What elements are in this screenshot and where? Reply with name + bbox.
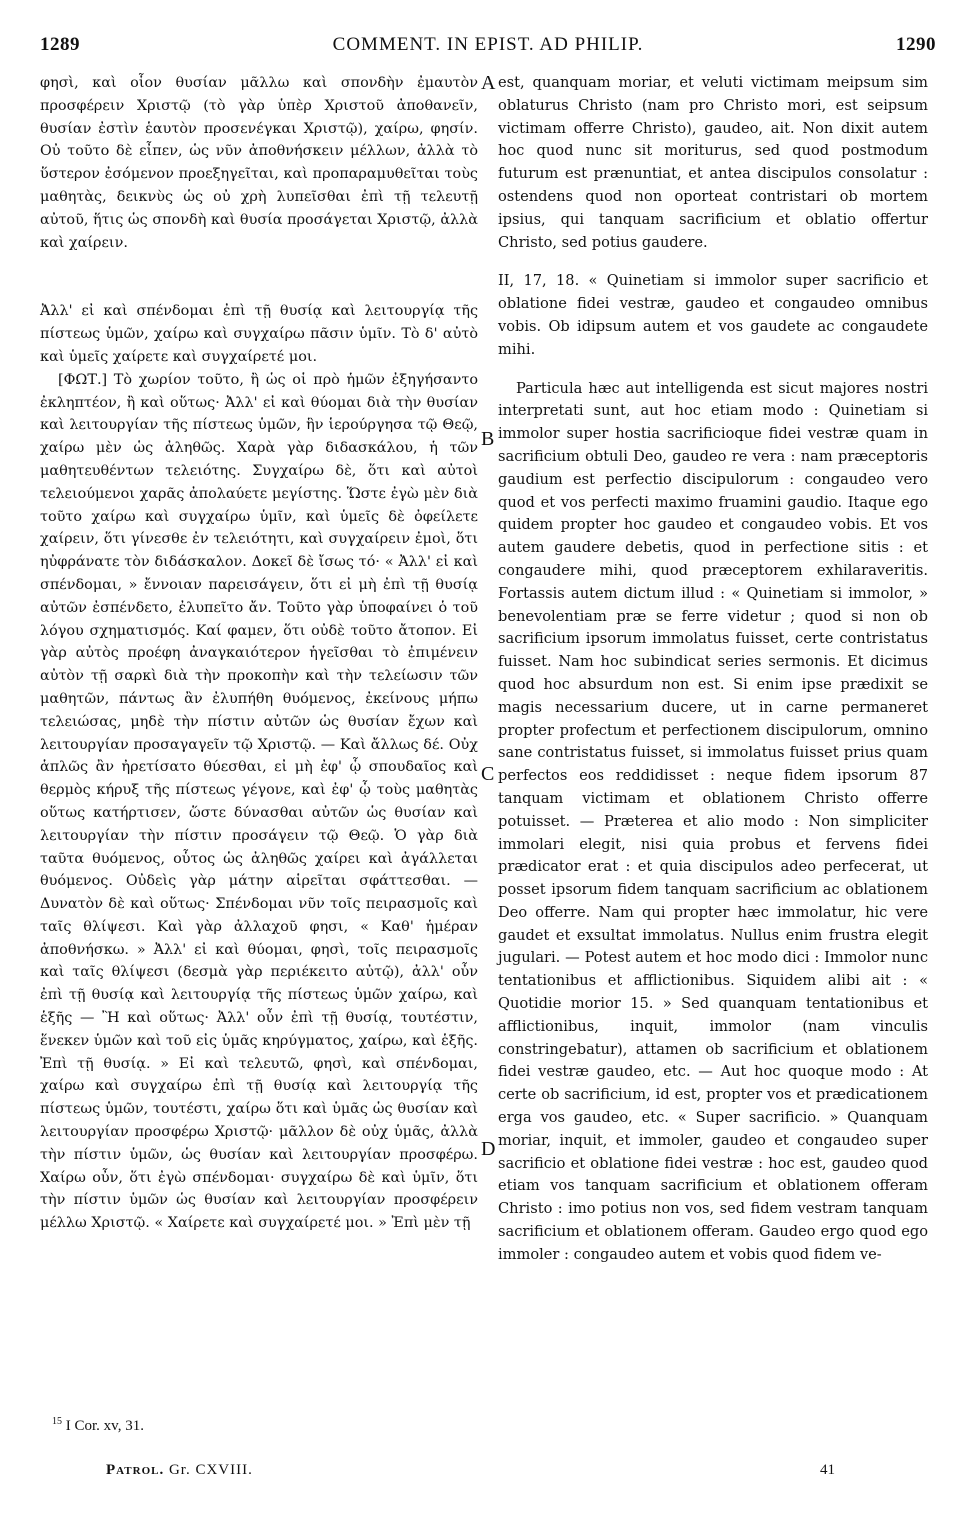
latin-lemma: II, 17, 18. « Quinetiam si immolor super sacrificio et oblatione fidei vestræ, gaudeo et congaudeo omnibus vobis. Ob idipsum autem et vos gaudete ac congaudete mihi.: [498, 272, 928, 358]
latin-commentary: Particula hæc aut intelligenda est sicut majores nostri interpretati sunt, aut hoc etiam modo : Quinetiam si immolor super hostia sacrificioque fidei vestræ quam in sacrificium obtuli Deo, gaudeo re vera : nam præceptoris gaudium est perfectio discipulorum : congaudeo vero quod et vos perfecti maximo fruamini gaudio. Itaque ego quidem propter hoc gaudeo et congaudeo vobis. Et vos autem gaudere debetis, quod in perfectione sitis : et congaudere mihi, quod præceptorem exhilaraveritis. Fortassis autem dictum illud : « Quinetiam si immolor, » benevolentiam præ se ferre videtur ; quod si non ob sacrificium ipsorum immolatus fuisset, certe contristatus fuisset. Nam hoc subindicat series sermonis. Et dicimus quod hoc absurdum non est. Si enim ipse prædixit se magis necessarium ducere, ut in carne permaneret propter profectum et perfectionem discipulorum, omnino sane contristatus fuisset, si immolatus fuisset prius quam perfectos eos reddidisset : neque fidem ipsorum 87 tanquam victimam et oblationem Christo offerre potuisset. — Præterea et alio modo : Non simpliciter immolari elegit, nisi quia probus et fervens fidei prædicator erat : et quia discipulos adeo perfecerat, ut posset ipsorum fidem tanquam sacrificium ac oblationem Deo offerre. Nam qui propter hæc immolatur, hic vere gaudet et exsultat immolatus. Nullus enim frustra elegit jugulari. — Potest autem et hoc modo dici : Immolor nunc tentationibus et afflictionibus. Siquidem alibi ait : « Quotidie morior 15. » Sed quanquam tentationibus et afflictionibus, inquit, immolor (nam vinculis constringebatur), attamen ob sacrificium et oblationem fidei vestræ gaudeo, etc. — Aut hoc quoque modo : At certe ob sacrificium, id est, propter vos et prædicationem erga vos gaudeo, etc. « Super sacrificio. » Quanquam moriar, inquit, et immoler, gaudeo et congaudeo super sacrificio et oblatione fidei vestræ : hoc est, gaudeo quod etiam vos tanquam sacrificium et oblationem offeram Christo : imo potius non vos, sed fidem vestram tanquam sacrificium et oblationem offeram. Gaudeo ergo quod ego immoler : congaudeo autem et vobis quod fidem ve-: [498, 379, 928, 1263]
imprint: [106, 1462, 253, 1479]
greek-column: [40, 72, 478, 1235]
imprint-volume: Gr. CXVIII.: [168, 1462, 253, 1478]
imprint-series: Patrol.: [106, 1462, 165, 1478]
running-header: [40, 34, 936, 60]
page-number-right: 1290: [896, 34, 936, 55]
section-marker-c: C: [481, 763, 495, 785]
running-title: COMMENT. IN EPIST. AD PHILIP.: [332, 34, 644, 55]
section-marker-d: D: [481, 1138, 496, 1160]
greek-lemma: Ἀλλ' εἰ καὶ σπένδομαι ἐπὶ τῇ θυσίᾳ καὶ λειτουργίᾳ τῆς πίστεως ὑμῶν, χαίρω καὶ συγχαίρω πᾶσιν ὑμῖν. Τὸ δ' αὐτὸ καὶ ὑμεῖς χαίρετε καὶ συγχαίρετέ μοι.: [40, 303, 478, 365]
latin-paragraph-1: est, quanquam moriar, et veluti victimam meipsum sim oblaturus Christo (nam pro Christo mori, est seipsum victimam offerre Christo), gaudeo, ait. Non dixit autem hoc quod nunc sit moriturus, sed quod postmodum futurum est prænuntiat, et antea discipulos consolatur : ostendens quod non oporteat contristari ob mortem ipsius, qui tanquam sacrificium et oblatio offertur Christo, sed potius gaudere.: [498, 74, 928, 251]
page-number-left: 1289: [40, 34, 80, 55]
section-marker-b: B: [481, 428, 495, 450]
section-marker-a: A: [481, 72, 496, 94]
footnote-number: 15: [52, 1416, 62, 1427]
footnote: [52, 1416, 144, 1435]
footnote-text: I Cor. xv, 31.: [65, 1418, 144, 1434]
signature-mark: 41: [820, 1462, 835, 1478]
greek-commentary: [ΦΩΤ.] Τὸ χωρίον τοῦτο, ἢ ὡς οἱ πρὸ ἡμῶν ἐξηγήσαντο ἐκληπτέον, ἢ καὶ οὕτως· Ἀλλ' εἰ καὶ θύομαι διὰ τὴν θυσίαν καὶ λειτουργίαν τῆς πίστεως ὑμῶν, ἣν ἱερούργησα τῷ Θεῷ, χαίρω μὲν ὡς ἀληθῶς. Χαρὰ γὰρ διδασκάλου, ἡ τῶν μαθητευθέντων τελειότης. Συγχαίρω δὲ, ὅτι καὶ αὐτοὶ τελειούμενοι χαρᾶς ἀπολαύετε μεγίστης. Ὥστε ἐγὼ μὲν διὰ τοῦτο χαίρω καὶ συγχαίρω ὑμῖν, καὶ ὑμεῖς δὲ ὀφείλετε χαίρειν, ὅτι γίνεσθε ἐν τελειότητι, καὶ συγχαίρειν ἐμοὶ, ὅτι ηὐφράνατε τὸν διδάσκαλον. Δοκεῖ δὲ ἴσως τό· « Ἀλλ' εἰ καὶ σπένδομαι, » ἔννοιαν παρεισάγειν, ὅτι εἰ μὴ ἐπὶ τῇ θυσίᾳ αὐτῶν ἐσπένδετο, ἐλυπεῖτο ἄν. Τοῦτο γὰρ ὑποφαίνει ὁ τοῦ λόγου σχηματισμός. Καί φαμεν, ὅτι οὐδὲ τοῦτο ἄτοπον. Εἰ γὰρ αὐτὸς προέφη ἀναγκαιότερον ἡγεῖσθαι τὸ ἐπιμένειν αὐτὸν τῇ σαρκὶ διὰ τὴν προκοπὴν καὶ τὴν τελείωσιν τῶν μαθητῶν, πάντως ἂν ἐλυπήθη θυόμενος, ἐκείνους μήπω τελειώσας, μηδὲ τὴν πίστιν αὐτῶν ὡς θυσίαν ἔχων καὶ λειτουργίαν προσαγαγεῖν τῷ Χριστῷ. — Καὶ ἄλλως δέ. Οὐχ ἁπλῶς ἂν ἠρετίσατο θύεσθαι, εἰ μὴ ἐφ' ᾧ σπουδαῖος καὶ θερμὸς κήρυξ τῆς πίστεως γέγονε, καὶ ἐφ' ᾧ τοὺς μαθητὰς οὕτως κατήρτισεν, ὥστε δύνασθαι αὐτῶν ὡς θυσίαν καὶ λειτουργίαν τὴν πίστιν προσάγειν τῷ Θεῷ. Ὁ γὰρ διὰ ταῦτα θυόμενος, οὗτος ὡς ἀληθῶς χαίρει καὶ ἀγάλλεται θυόμενος. Οὐδεὶς γὰρ μάτην αἱρεῖται σφάττεσθαι. — Δυνατὸν δὲ καὶ οὕτως· Σπένδομαι νῦν τοῖς πειρασμοῖς καὶ ταῖς θλίψεσι. Καὶ γὰρ ἀλλαχοῦ φησι, « Καθ' ἡμέραν ἀποθνήσκω. » Ἀλλ' εἰ καὶ θύομαι, φησὶ, τοῖς πειρασμοῖς καὶ ταῖς θλίψεσι (δεσμὰ γὰρ περιέκειτο αὐτῷ), ἀλλ' οὖν ἐπὶ τῇ θυσίᾳ καὶ λειτουργίᾳ τῆς πίστεως ὑμῶν χαίρω, καὶ ἑξῆς — Ἢ καὶ οὕτως· Ἀλλ' οὖν ἐπὶ τῇ θυσίᾳ, τουτέστιν, ἕνεκεν ὑμῶν καὶ τοῦ εἰς ὑμᾶς κηρύγματος, χαίρω, καὶ ἑξῆς. Ἐπὶ τῇ θυσίᾳ. » Εἰ καὶ τελευτῶ, φησὶ, καὶ σπένδομαι, χαίρω καὶ συγχαίρω ἐπὶ τῇ θυσίᾳ καὶ λειτουργίᾳ τῆς πίστεως ὑμῶν, τουτέστι, χαίρω ὅτι καὶ ὑμᾶς ὡς θυσίαν καὶ λειτουργίαν προσφέρω Χριστῷ· μᾶλλον δὲ οὐχ ὑμᾶς, ἀλλὰ τὴν πίστιν ὑμῶν, ὡς θυσίαν καὶ λειτουργίαν προσφέρω. Χαίρω οὖν, ὅτι ἐγὼ σπένδομαι· συγχαίρω δὲ καὶ ὑμῖν, ὅτι τὴν πίστιν ὑμῶν ὡς θυσίαν καὶ λειτουργίαν προσφέρειν μέλλω Χριστῷ. « Χαίρετε καὶ συγχαίρετέ μοι. » Ἐπὶ μὲν τῇ: [40, 371, 478, 1232]
greek-paragraph-1: φησὶ, καὶ οἷον θυσίαν μᾶλλω καὶ σπονδὴν ἐμαυτὸν προσφέρειν Χριστῷ (τὸ γὰρ ὑπὲρ Χριστοῦ ἀποθανεῖν, θυσίαν ἐστὶν ἑαυτὸν προσενέγκαι Χριστῷ), χαίρω, φησίν. Οὐ τοῦτο δὲ εἶπεν, ὡς νῦν ἀποθνήσκειν μέλλων, ἀλλὰ τὸ ὕστερον ἐσόμενον προεξηγεῖται, καὶ προπαραμυθεῖται τοὺς μαθητὰς, δεικνὺς ὡς οὐ χρὴ λυπεῖσθαι ἐπὶ τῇ τελευτῇ αὐτοῦ, ἥτις ὡς σπονδὴ καὶ θυσία προσάγεται Χριστῷ, ἀλλὰ καὶ χαίρειν.: [40, 75, 478, 251]
latin-column: [498, 72, 928, 1267]
